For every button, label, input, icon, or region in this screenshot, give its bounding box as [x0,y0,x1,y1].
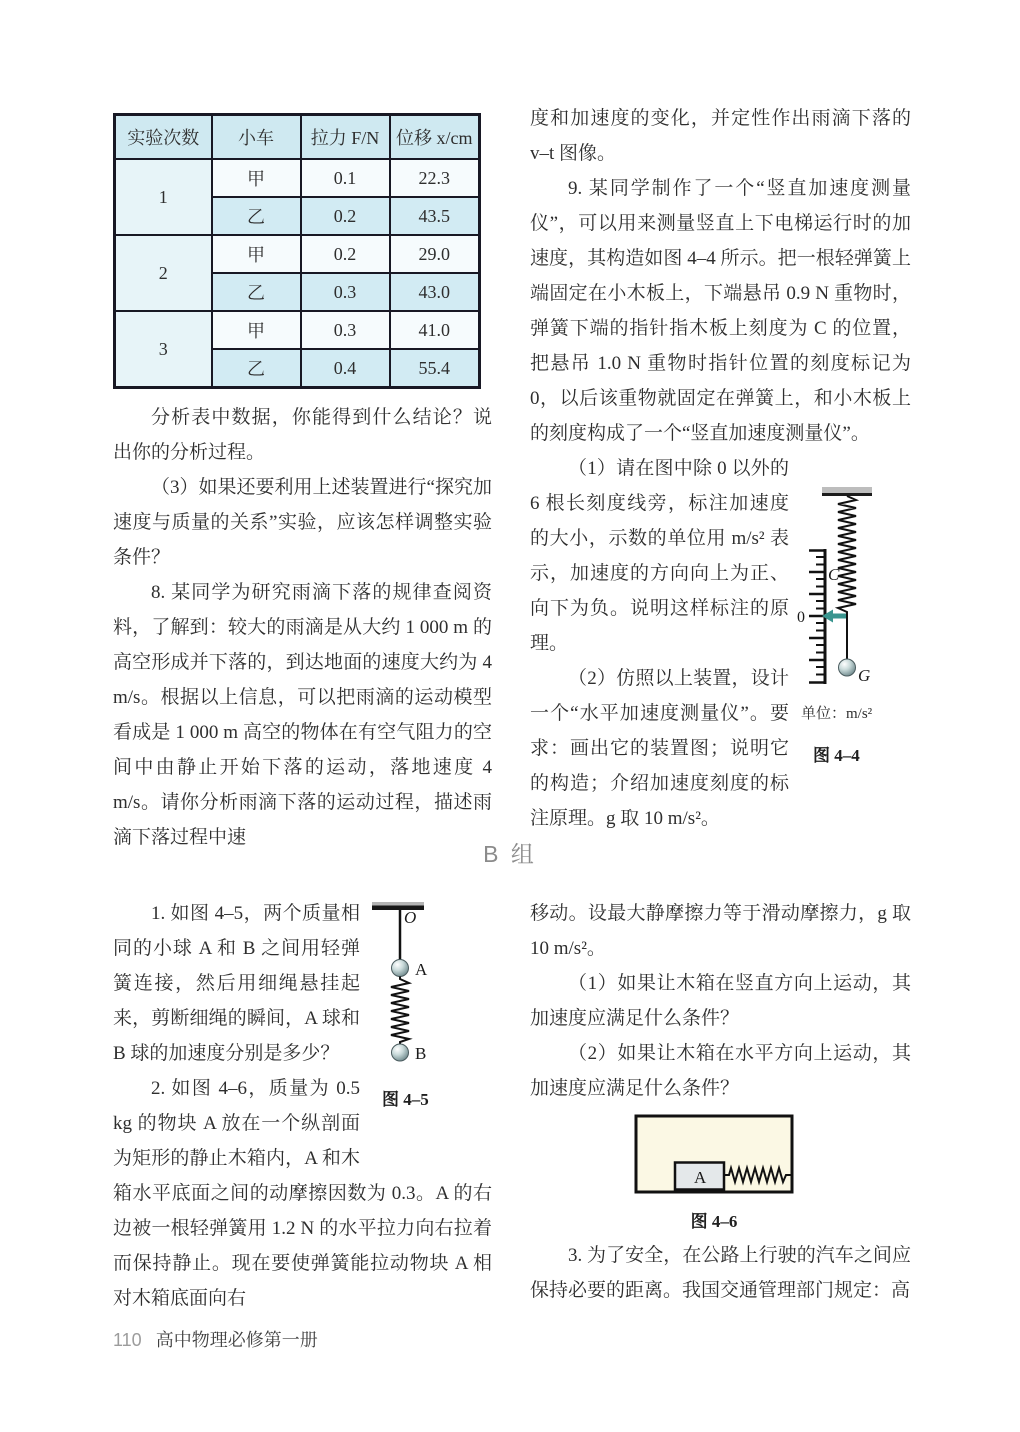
figure-4-4-diagram [789,475,911,687]
book-title: 高中物理必修第一册 [155,1330,318,1350]
trial-cell: 1 [115,159,212,235]
experiment-table [113,113,481,389]
ball-b [392,1044,409,1061]
figure-4-6-caption: 图 4–6 [690,1212,738,1231]
figure-4-5-diagram [360,898,492,1070]
col-header-trial: 实验次数 [115,115,212,160]
ceiling-bar-top [372,902,424,906]
spring-coil [838,496,856,616]
table-cell: 0.3 [301,273,390,311]
table-cell: 0.4 [301,349,390,388]
table-cell: 43.0 [390,273,480,311]
table-cell: 55.4 [390,349,480,388]
paragraph-question-8: 8. 某同学为研究雨滴下落的规律查阅资料，了解到：较大的雨滴是从大约 1 000 m 的高空形成并下落的，到达地面的速度大约为 4 m/s。根据以上信息，可以把雨滴的运动模型看成是 1 000 m 高空的物体在有空气阻力的空间中由静止开始下落的运动，落地速度 4 m/s。请你分析雨滴下落的运动过程，描述雨滴下落过程中速 [113,582,492,848]
paragraph-question-8-cont: 度和加速度的变化，并定性作出雨滴下落的 v–t 图像。 [530,108,911,164]
table-cell: 乙 [212,273,301,311]
b-right-column [530,896,911,1308]
block-label-a: A [694,1168,707,1187]
section-b-heading: B 组 [483,841,537,867]
paragraph-question-9-1: （1）请在图中除 0 以外的 6 根长刻度线旁，标注加速度的大小，示数的单位用 m/s² 表示，加速度的方向向上为正、向下为负。说明这样标注的原理。 [530,458,789,654]
col-header-displacement: 位移 x/cm [390,115,480,160]
table-cell: 0.2 [301,197,390,235]
table-row [115,311,480,349]
table-cell: 甲 [212,235,301,273]
table-cell: 0.3 [301,311,390,349]
table-cell: 甲 [212,159,301,197]
weight-label-g: G [858,666,871,685]
table-cell: 43.5 [390,197,480,235]
left-column-a [113,400,492,855]
b-left-column [113,896,492,1316]
ball-label-a: A [415,960,428,979]
paragraph-analysis: 分析表中数据，你能得到什么结论？说出你的分析过程。 [113,407,492,463]
figure-4-5 [360,896,492,1164]
paragraph-b-question-2-1: （1）如果让木箱在竖直方向上运动，其加速度应满足什么条件？ [530,973,911,1029]
page-number: 110 [113,1330,142,1350]
paragraph-question-9-2: （2）仿照以上装置，设计一个“水平加速度测量仪”。要求：画出它的装置图；说明它的构造；介绍加速度刻度的标注原理。g 取 10 m/s²。 [530,668,789,829]
table-row [115,235,480,273]
scale-label-zero: 0 [797,609,805,626]
page-footer [113,1326,318,1352]
paragraph-b-question-1: 1. 如图 4–5，两个质量相同的小球 A 和 B 之间用轻弹簧连接，然后用细绳悬挂起来，剪断细绳的瞬间，A 球和 B 球的加速度分别是多少？ [113,903,360,1064]
figure-4-6-diagram [634,1114,794,1194]
table-row [115,159,480,197]
point-label-o: O [404,908,417,927]
paragraph-b-question-2: 2. 如图 4–6，质量为 0.5 kg 的物块 A 放在一个纵剖面为矩形的静止木箱内，A 和木箱水平底面之间的动摩擦因数为 0.3。A 的右边被一根轻弹簧用 1.2 N 的水平拉力向右拉着而保持静止。现在要使弹簧能拉动物块 A 相对木箱底面向右 [113,1078,492,1309]
figure-4-5-caption: 图 4–5 [382,1090,429,1109]
trial-cell: 3 [115,311,212,388]
paragraph-b-question-3: 3. 为了安全，在公路上行驶的汽车之间应保持必要的距离。我国交通管理部门规定：高 [530,1245,911,1301]
trial-cell: 2 [115,235,212,311]
figure-4-4-caption: 图 4–4 [813,746,860,765]
table-cell: 22.3 [390,159,480,197]
weight-ball-g [839,659,856,676]
spring-coil [391,977,409,1045]
paragraph-b-question-2-cont: 移动。设最大静摩擦力等于滑动摩擦力，g 取 10 m/s²。 [530,903,911,959]
table-cell: 29.0 [390,235,480,273]
ball-label-b: B [415,1044,427,1063]
table-cell: 0.2 [301,235,390,273]
ruler-long-ticks [809,551,825,683]
table-cell: 乙 [212,197,301,235]
table-cell: 41.0 [390,311,480,349]
col-header-cart: 小车 [212,115,301,160]
support-bar [822,487,872,493]
figure-4-6 [634,1114,794,1232]
paragraph-question-3: （3）如果还要利用上述装置进行“探究加速度与质量的关系”实验，应该怎样调整实验条件？ [113,477,492,568]
figure-4-4-unit: 单位：m/s² [801,706,873,722]
figure-4-4 [789,451,911,833]
support-bar-edge [822,493,872,496]
ball-a [392,960,409,977]
table-header-row [115,115,480,160]
paragraph-question-9: 9. 某同学制作了一个“竖直加速度测量仪”，可以用来测量竖直上下电梯运行时的加速度，其构造如图 4–4 所示。把一根轻弹簧上端固定在小木板上，下端悬吊 0.9 N 重物时，弹簧下端的指针指木板上刻度为 C 的位置，把悬吊 1.0 N 重物时指针位置的刻度标记为 0，以后该重物就固定在弹簧上，和小木板上的刻度构成了一个“竖直加速度测量仪”。 [530,178,911,444]
table-cell: 甲 [212,311,301,349]
table-cell: 乙 [212,349,301,388]
scale-label-c: C [828,565,840,584]
paragraph-b-question-2-2: （2）如果让木箱在水平方向上运动，其加速度应满足什么条件？ [530,1043,911,1099]
col-header-force: 拉力 F/N [301,115,390,160]
table-cell: 0.1 [301,159,390,197]
experiment-table-wrap [113,113,481,389]
right-column-a [530,101,911,836]
